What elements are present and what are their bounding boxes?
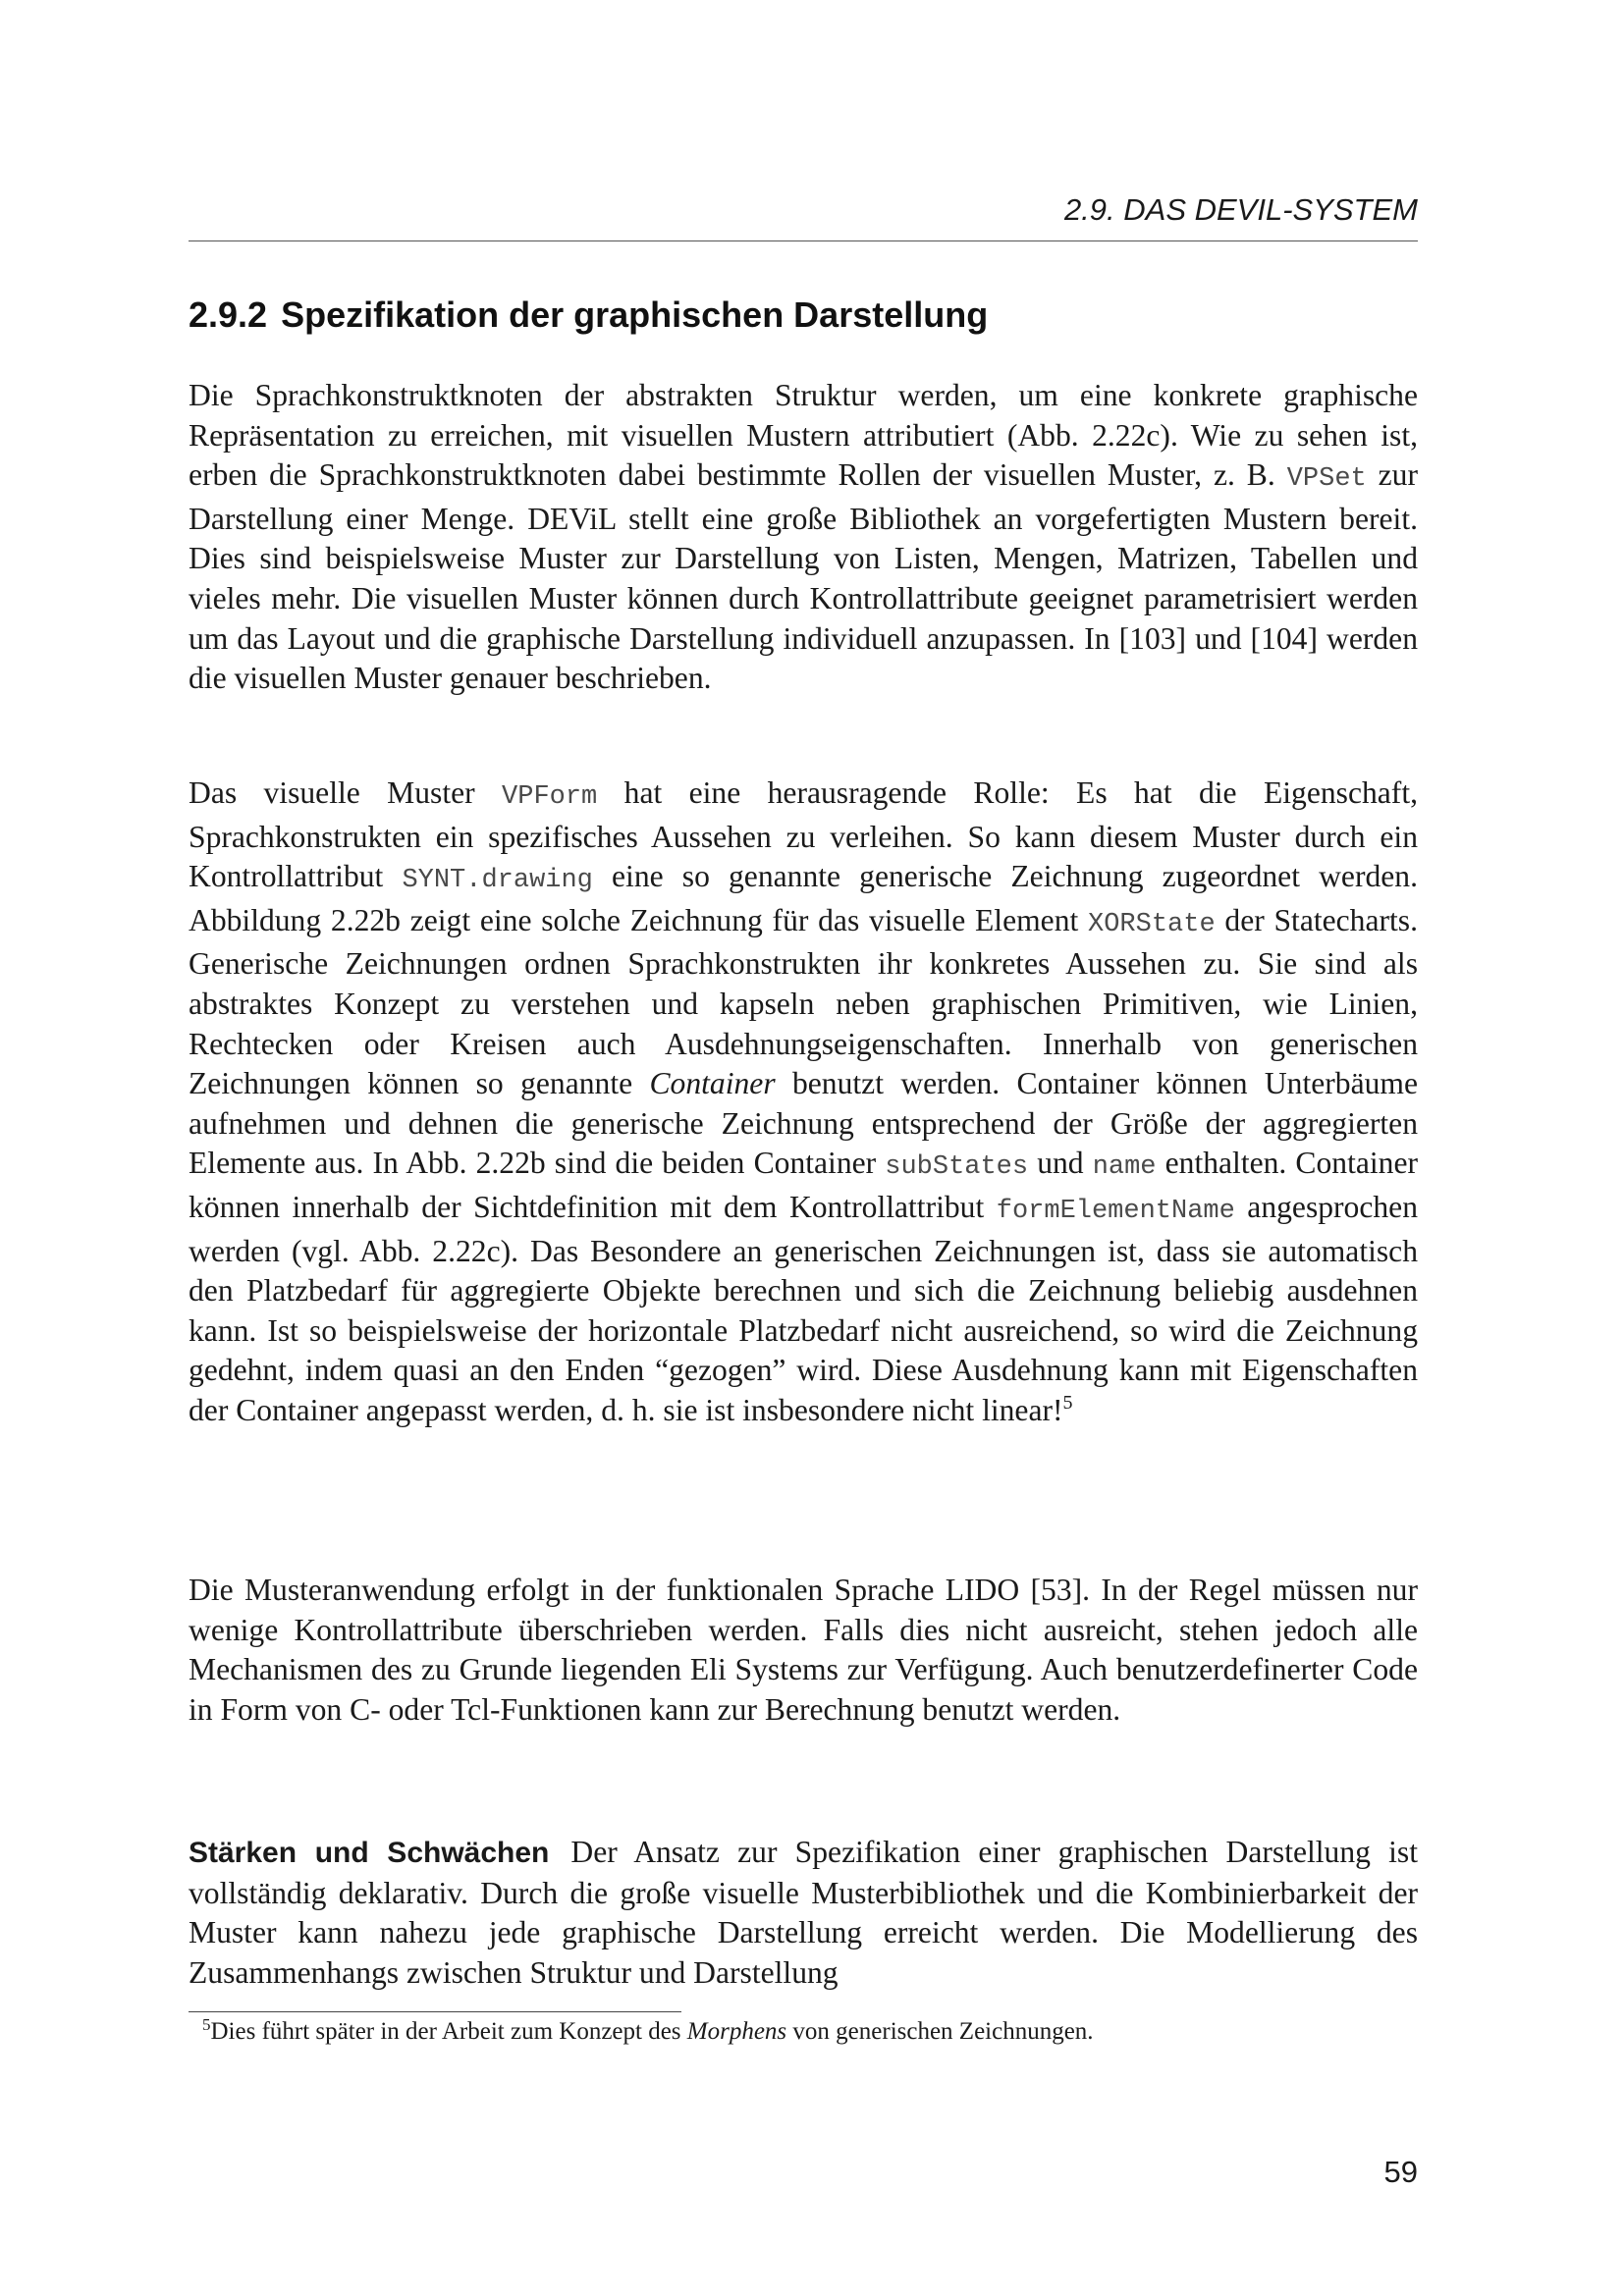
code-formelementname: formElementName (996, 1196, 1235, 1226)
code-vpform: VPForm (502, 782, 598, 812)
text-run: der Statecharts. Generische Zeichnungen ordnen Sprachkonstrukten ihr konkretes Aussehen zu. Sie sind als abstraktes Konzept zu verstehen und kapseln neben graphischen Primitiven, wie Linien, Rechtecken oder Kreisen auch Ausdehnungseigenschaften. Innerhalb von generischen Zeichnungen können so genannte (189, 902, 1418, 1101)
text-run: enthalten. Container können innerhalb der Sichtdefinition mit dem Kontrollattribut (189, 1146, 1418, 1224)
paragraph-vpform (189, 774, 1418, 1431)
footnote (202, 2015, 1094, 2046)
paragraph-patterns (189, 376, 1418, 699)
text-run: eine so genannte generische Zeichnung zugeordnet werden. Abbildung 2.22b zeigt eine solche Zeichnung für das visuelle Element (189, 859, 1418, 937)
header-rule (189, 240, 1418, 241)
section-title (189, 294, 988, 336)
page-number: 59 (1383, 2155, 1418, 2189)
code-xorstate: XORState (1088, 909, 1216, 939)
footnote-rule (189, 2011, 681, 2012)
text-run: Der Ansatz zur Spezifikation einer graphischen Darstellung ist vollständig deklarativ. Durch die große visuelle Musterbibliothek und die Kombinierbarkeit der Muster kann nahezu jede graphische Darstellung erreicht werden. Die Modellierung des Zusammenhangs zwischen Struktur und Darstellung (189, 1835, 1418, 1990)
code-vpset: VPSet (1286, 464, 1367, 495)
text-run: angesprochen werden (vgl. Abb. 2.22c). Das Besondere an generischen Zeichnungen ist, dass sie automatisch den Platzbedarf für aggregierte Objekte berechnen und sich die Zeichnung beliebig ausdehnen kann. Ist so beispielsweise der horizontale Platzbedarf nicht ausreichend, so wird die Zeichnung gedehnt, indem quasi an den Enden “gezogen” wird. Diese Ausdehnung kann mit Eigenschaften der Container angepasst werden, d. h. sie ist insbesondere nicht linear! (189, 1189, 1418, 1427)
text-run: Die Sprachkonstruktknoten der abstrakten Struktur werden, um eine konkrete graphische Repräsentation zu erreichen, mit visuellen Mustern attributiert (Abb. 2.22c). Wie zu sehen ist, erben die Sprachkonstruktknoten dabei bestimmte Rollen der visuellen Muster, z. B. (189, 378, 1418, 493)
code-synt-drawing: SYNT.drawing (402, 866, 593, 896)
paragraph-heading: Stärken und Schwächen (189, 1837, 550, 1869)
text-run: Dies führt später in der Arbeit zum Konzept des (210, 2018, 687, 2045)
emphasis-container: Container (649, 1066, 776, 1101)
text-run: Das visuelle Muster (189, 775, 503, 810)
text-run: von generischen Zeichnungen. (786, 2018, 1094, 2045)
text-run: und (1028, 1146, 1093, 1181)
paragraph-strengths (189, 1833, 1418, 1993)
text-run: hat eine herausragende Rolle: Es hat die Eigenschaft, Sprachkonstrukten ein spezifisches Aussehen zu verleihen. So kann diesem Muster durch ein Kontrollattribut (189, 775, 1418, 894)
running-head: 2.9. DAS DEVIL-SYSTEM (1063, 192, 1418, 227)
footnote-reference: 5 (1062, 1391, 1073, 1414)
code-substates: subStates (885, 1152, 1029, 1183)
footnote-mark: 5 (202, 2015, 211, 2034)
section-heading-text: Spezifikation der graphischen Darstellung (281, 294, 989, 335)
code-name: name (1092, 1152, 1157, 1183)
text-run: zur Darstellung einer Menge. DEViL stellt eine große Bibliothek an vorgefertigten Mustern bereit. Dies sind beispielsweise Muster zur Darstellung von Listen, Mengen, Matrizen, Tabellen und vieles mehr. Die visuellen Muster können durch Kontrollattribute geeignet parametrisiert werden um das Layout und die graphische Darstellung individuell anzupassen. In [103] und [104] werden die visuellen Muster genauer beschrieben. (189, 457, 1418, 696)
paragraph-lido: Die Musteranwendung erfolgt in der funktionalen Sprache LIDO [53]. In der Regel müssen nur wenige Kontrollattribute überschrieben werden. Falls dies nicht ausreicht, stehen jedoch alle Mechanismen des zu Grunde liegenden Eli Systems zur Verfügung. Auch benutzerdefinerter Code in Form von C- oder Tcl-Funktionen kann zur Berechnung benutzt werden. (189, 1573, 1418, 1727)
text-run: benutzt werden. Container können Unterbäume aufnehmen und dehnen die generische Zeichnung entsprechend der Größe der aggregierten Elemente aus. In Abb. 2.22b sind die beiden Container (189, 1066, 1418, 1181)
emphasis-morphens: Morphens (686, 2018, 787, 2045)
section-number: 2.9.2 (189, 294, 268, 335)
